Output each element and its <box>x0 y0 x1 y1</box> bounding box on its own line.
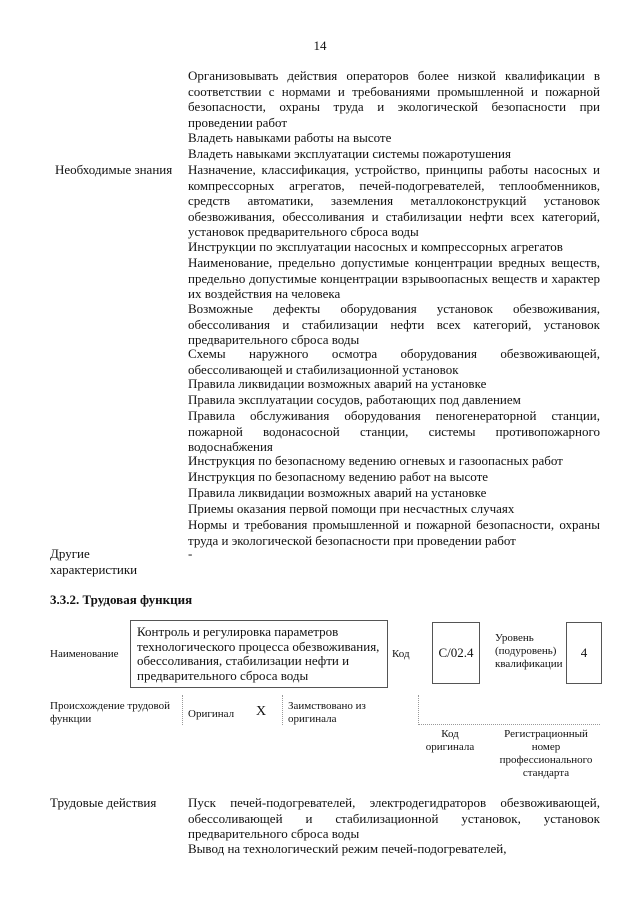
knowledge-item: Правила эксплуатации сосудов, работающих под давлением <box>188 392 521 407</box>
knowledge-item: Инструкции по эксплуатации насосных и компрессорных агрегатов <box>188 239 563 254</box>
other-label: Другие характеристики <box>50 546 138 577</box>
knowledge-item: Правила обслуживания оборудования пеногенераторной станции, пожарной водонасосной станции, системы противопожарного водоснабжения <box>188 408 600 455</box>
knowledge-item: Инструкция по безопасному ведению огневых и газоопасных работ <box>188 453 563 468</box>
knowledge-label: Необходимые знания <box>55 162 173 177</box>
name-label: Наименование <box>50 648 119 660</box>
section-heading: 3.3.2. Трудовая функция <box>50 592 193 607</box>
function-name: Контроль и регулировка параметров технологического процесса обезвоживания, обессоливания, стабилизации нефти и предварительного сброса воды <box>137 624 380 683</box>
skill-item: Владеть навыками эксплуатации системы пожаротушения <box>188 146 511 161</box>
level-box <box>566 622 602 684</box>
skill-item: Организовывать действия операторов более низкой квалификации в соответствии с нормами и требованиями промышленной и пожарной безопасности, охраны труда и экологической безопасности при проведении работ <box>188 68 600 130</box>
code-original-label: Код оригинала <box>425 728 475 753</box>
knowledge-item: Приемы оказания первой помощи при несчастных случаях <box>188 501 515 516</box>
origin-label: Происхождение трудовой функции <box>50 700 171 725</box>
code-box <box>432 622 480 684</box>
original-mark: X <box>256 704 267 719</box>
divider <box>182 695 183 725</box>
action-item: Вывод на технологический режим печей-подогревателей, <box>188 841 507 856</box>
divider <box>418 695 419 725</box>
knowledge-item: Правила ликвидации возможных аварий на установке <box>188 485 487 500</box>
knowledge-item: Правила ликвидации возможных аварий на установке <box>188 376 487 391</box>
code-label: Код <box>392 648 410 660</box>
level-label: Уровень (подуровень) квалификации <box>495 632 563 670</box>
knowledge-item: Наименование, предельно допустимые концентрации вредных веществ, предельно допустимые концентрации взрывоопасных веществ и характер их воздействия на человека <box>188 255 600 302</box>
original-label: Оригинал <box>188 708 235 720</box>
divider <box>282 695 283 725</box>
borrowed-label: Заимствовано из оригинала <box>288 700 366 725</box>
knowledge-item: Нормы и требования промышленной и пожарной безопасности, охраны труда и экологической безопасности при проведении работ <box>188 517 600 548</box>
code-value: C/02.4 <box>438 645 474 660</box>
divider <box>418 724 600 725</box>
knowledge-item: Схемы наружного осмотра оборудования обезвоживающей, обессоливающей и стабилизационной установок <box>188 346 600 377</box>
page-number: 14 <box>313 38 327 53</box>
level-value: 4 <box>580 645 588 660</box>
knowledge-item: Инструкция по безопасному ведению работ на высоте <box>188 469 489 484</box>
actions-label: Трудовые действия <box>50 795 157 810</box>
other-value: - <box>188 546 193 561</box>
function-name-box <box>130 620 388 688</box>
knowledge-item: Назначение, классификация, устройство, принципы работы насосных и компрессорных агрегатов, печей-подогревателей, теплообменников, средств автоматики, заземления металлоконструкций установок обезвоживания, обессоливания и стабилизации нефти всех категорий, установок предварительного сброса воды <box>188 162 600 240</box>
skill-item: Владеть навыками работы на высоте <box>188 130 392 145</box>
action-item: Пуск печей-подогревателей, электродегидраторов обезвоживающей, обессоливающей и стабилизационной установок, установок предварительного сброса воды <box>188 795 600 842</box>
knowledge-item: Возможные дефекты оборудования установок обезвоживания, обессоливания и стабилизации нефти всех категорий, установок предварительного сброса воды <box>188 301 600 348</box>
reg-number-label: Регистрационный номер профессионального стандарта <box>499 728 593 779</box>
